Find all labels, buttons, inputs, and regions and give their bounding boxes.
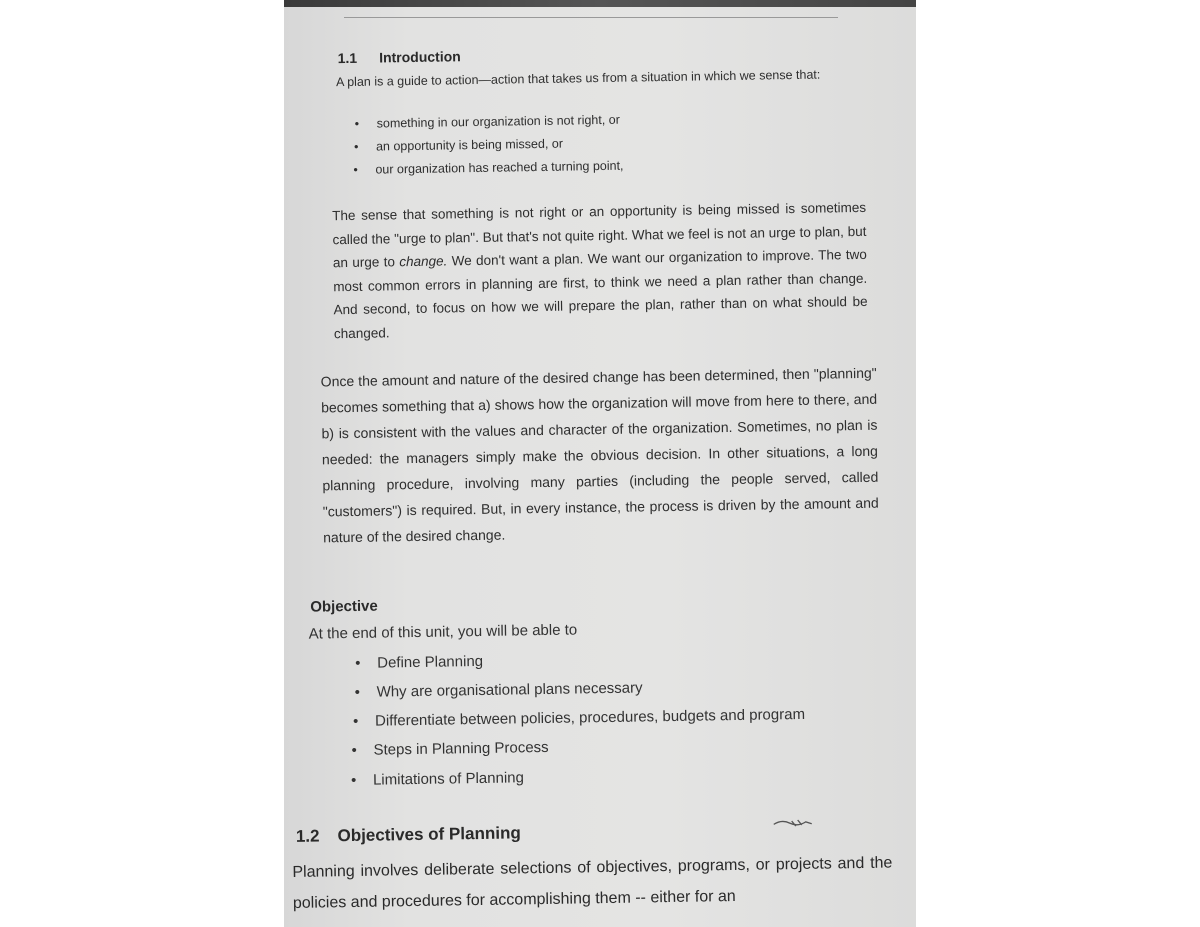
objective-bullet: • Steps in Planning Process [373, 739, 548, 759]
intro-paragraph-2: Once the amount and nature of the desired change has been determined, then "planning" becomes something that a) shows how the organization will move from here to there, and b) is consistent with the values and character of the organization. Sometimes, no plan is needed: the managers simply make the obvious decision. In other situations, a long planning procedure, involving many parties (including the people served, called "customers") is required. But, in every instance, the process is driven by the amount and nature of the desired change. [320, 364, 879, 546]
section-heading [296, 823, 521, 847]
section-number: 1.2 [295, 826, 320, 846]
para1-text-b: We don't want a plan. We want our organization to improve. The two most common errors in planning are first, to think we need a plan rather than change. And second, to focus on how we will prepare the plan, rather than on what should be changed. [333, 246, 868, 341]
objective-intro: At the end of this unit, you will be able to [308, 621, 578, 643]
intro-title: Introduction [378, 48, 461, 66]
intro-lead: A plan is a guide to action—action that takes us from a situation in which we sense that: [335, 67, 821, 90]
pen-scribble-icon [772, 815, 816, 832]
intro-bullet: • our organization has reached a turning point, [375, 159, 623, 177]
objective-bullet: • Why are organisational plans necessary [376, 679, 642, 700]
objective-bullet: • Limitations of Planning [373, 769, 524, 788]
intro-bullet: • an opportunity is being missed, or [376, 137, 563, 154]
intro-heading [338, 48, 461, 66]
page-content [284, 0, 916, 927]
objective-heading: Objective [310, 597, 378, 616]
para1-emphasis: change. [399, 253, 448, 270]
scanned-page [284, 0, 916, 927]
objective-bullet: • Differentiate between policies, procedures, budgets and program [375, 706, 805, 730]
para1-text-a: The sense that something is not right or an opportunity is being missed is sometimes called the "urge to plan". But that's not quite right. What we feel is not an urge to plan, but an urge to [332, 199, 867, 271]
section-paragraph: Planning involves deliberate selections of objectives, programs, or projects and the policies and procedures for accomplishing them -- either for an [292, 854, 893, 912]
intro-paragraph-1 [332, 196, 868, 345]
objective-bullet: • Define Planning [377, 653, 483, 672]
intro-bullet: • something in our organization is not right, or [377, 113, 620, 131]
section-title: Objectives of Planning [337, 823, 521, 846]
intro-number: 1.1 [337, 49, 358, 67]
